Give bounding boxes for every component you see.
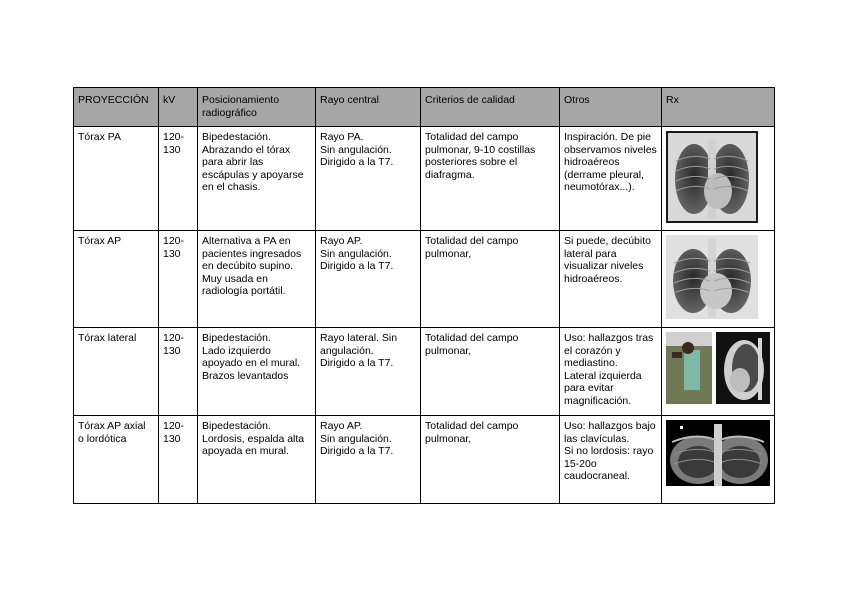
kv-value: 120-130 <box>159 127 198 231</box>
projection-table <box>73 87 775 504</box>
kv-value: 120-130 <box>159 328 198 416</box>
quality-line: Totalidad del campo pulmonar, <box>425 332 519 357</box>
quality-cell <box>421 328 560 416</box>
header-rx: Rx <box>662 88 775 127</box>
central-ray-line: Rayo lateral. Sin angulación. <box>320 332 398 357</box>
header-positioning: Posicionamiento radiográfico <box>198 88 316 127</box>
central-ray-cell <box>316 231 421 328</box>
central-ray-cell <box>316 328 421 416</box>
other-line: Si no lordosis: rayo 15-20o caudocraneal. <box>564 445 654 483</box>
other-cell <box>560 328 662 416</box>
positioning-cell <box>198 127 316 231</box>
header-quality: Criterios de calidad <box>421 88 560 127</box>
positioning-line: Alternativa a PA en pacientes ingresados en decúbito supino. Muy usada en radiología portátil. <box>202 235 302 298</box>
central-ray-line: Rayo PA. <box>320 131 364 143</box>
central-ray-line: Dirigido a la T7. <box>320 445 394 458</box>
central-ray-line: Dirigido a la T7. <box>320 260 394 273</box>
chest-xray-ap-image <box>666 235 758 319</box>
table-row <box>74 416 775 504</box>
central-ray-line: Rayo AP. <box>320 235 363 247</box>
other-line: Uso: hallazgos bajo las clavículas. <box>564 420 656 445</box>
kv-value: 120-130 <box>159 231 198 328</box>
rx-cell <box>662 328 775 416</box>
positioning-line: Lordosis, espalda alta apoyada en mural. <box>202 432 305 458</box>
projection-name: Tórax AP <box>74 231 159 328</box>
other-line: Si puede, decúbito lateral para visualizar niveles hidroaéreos. <box>564 235 651 285</box>
quality-line: Totalidad del campo pulmonar, <box>425 235 519 260</box>
header-kv: kV <box>159 88 198 127</box>
positioning-line: Bipedestación. <box>202 420 271 432</box>
positioning-line: Bipedestación. <box>202 131 271 143</box>
quality-cell <box>421 416 560 504</box>
header-projection: PROYECCIÓN <box>74 88 159 127</box>
central-ray-line: Dirigido a la T7. <box>320 357 394 370</box>
other-line: Lateral izquierda para evitar magnificación. <box>564 369 642 407</box>
other-cell <box>560 231 662 328</box>
chest-xray-pa-image <box>666 131 758 223</box>
central-ray-line: Sin angulación. <box>320 432 392 445</box>
positioning-line: Abrazando el tórax para abrir las escápulas y apoyarse en el chasis. <box>202 143 304 194</box>
positioning-cell <box>198 416 316 504</box>
other-cell <box>560 416 662 504</box>
table-row <box>74 231 775 328</box>
other-line: Uso: hallazgos tras el corazón y mediastino. <box>564 332 654 370</box>
rx-cell <box>662 416 775 504</box>
central-ray-line: Sin angulación. <box>320 143 392 156</box>
chest-xray-lordotic-image <box>666 420 770 486</box>
quality-line: Totalidad del campo pulmonar, <box>425 420 519 445</box>
quality-line: Totalidad del campo pulmonar, 9-10 costillas posteriores sobre el diafragma. <box>425 131 536 181</box>
central-ray-cell <box>316 416 421 504</box>
other-cell <box>560 127 662 231</box>
central-ray-cell <box>316 127 421 231</box>
header-central-ray: Rayo central <box>316 88 421 127</box>
positioning-cell <box>198 328 316 416</box>
header-row <box>74 88 775 127</box>
kv-value: 120-130 <box>159 416 198 504</box>
quality-cell <box>421 127 560 231</box>
positioning-cell <box>198 231 316 328</box>
central-ray-line: Rayo AP. <box>320 420 363 432</box>
positioning-line: Lado izquierdo apoyado en el mural. Brazos levantados <box>202 344 301 382</box>
central-ray-line: Sin angulación. <box>320 247 392 260</box>
projection-name: Tórax AP axial o lordótica <box>74 416 159 504</box>
rx-cell <box>662 127 775 231</box>
projection-name: Tórax PA <box>74 127 159 231</box>
quality-cell <box>421 231 560 328</box>
table-row <box>74 127 775 231</box>
header-other: Otros <box>560 88 662 127</box>
rx-cell <box>662 231 775 328</box>
table-row <box>74 328 775 416</box>
other-line: Inspiración. De pie observamos niveles hidroaéreos (derrame pleural, neumotórax...). <box>564 131 657 194</box>
projection-name: Tórax lateral <box>74 328 159 416</box>
chest-xray-lateral-image <box>666 332 770 404</box>
central-ray-line: Dirigido a la T7. <box>320 156 394 169</box>
positioning-line: Bipedestación. <box>202 332 271 344</box>
